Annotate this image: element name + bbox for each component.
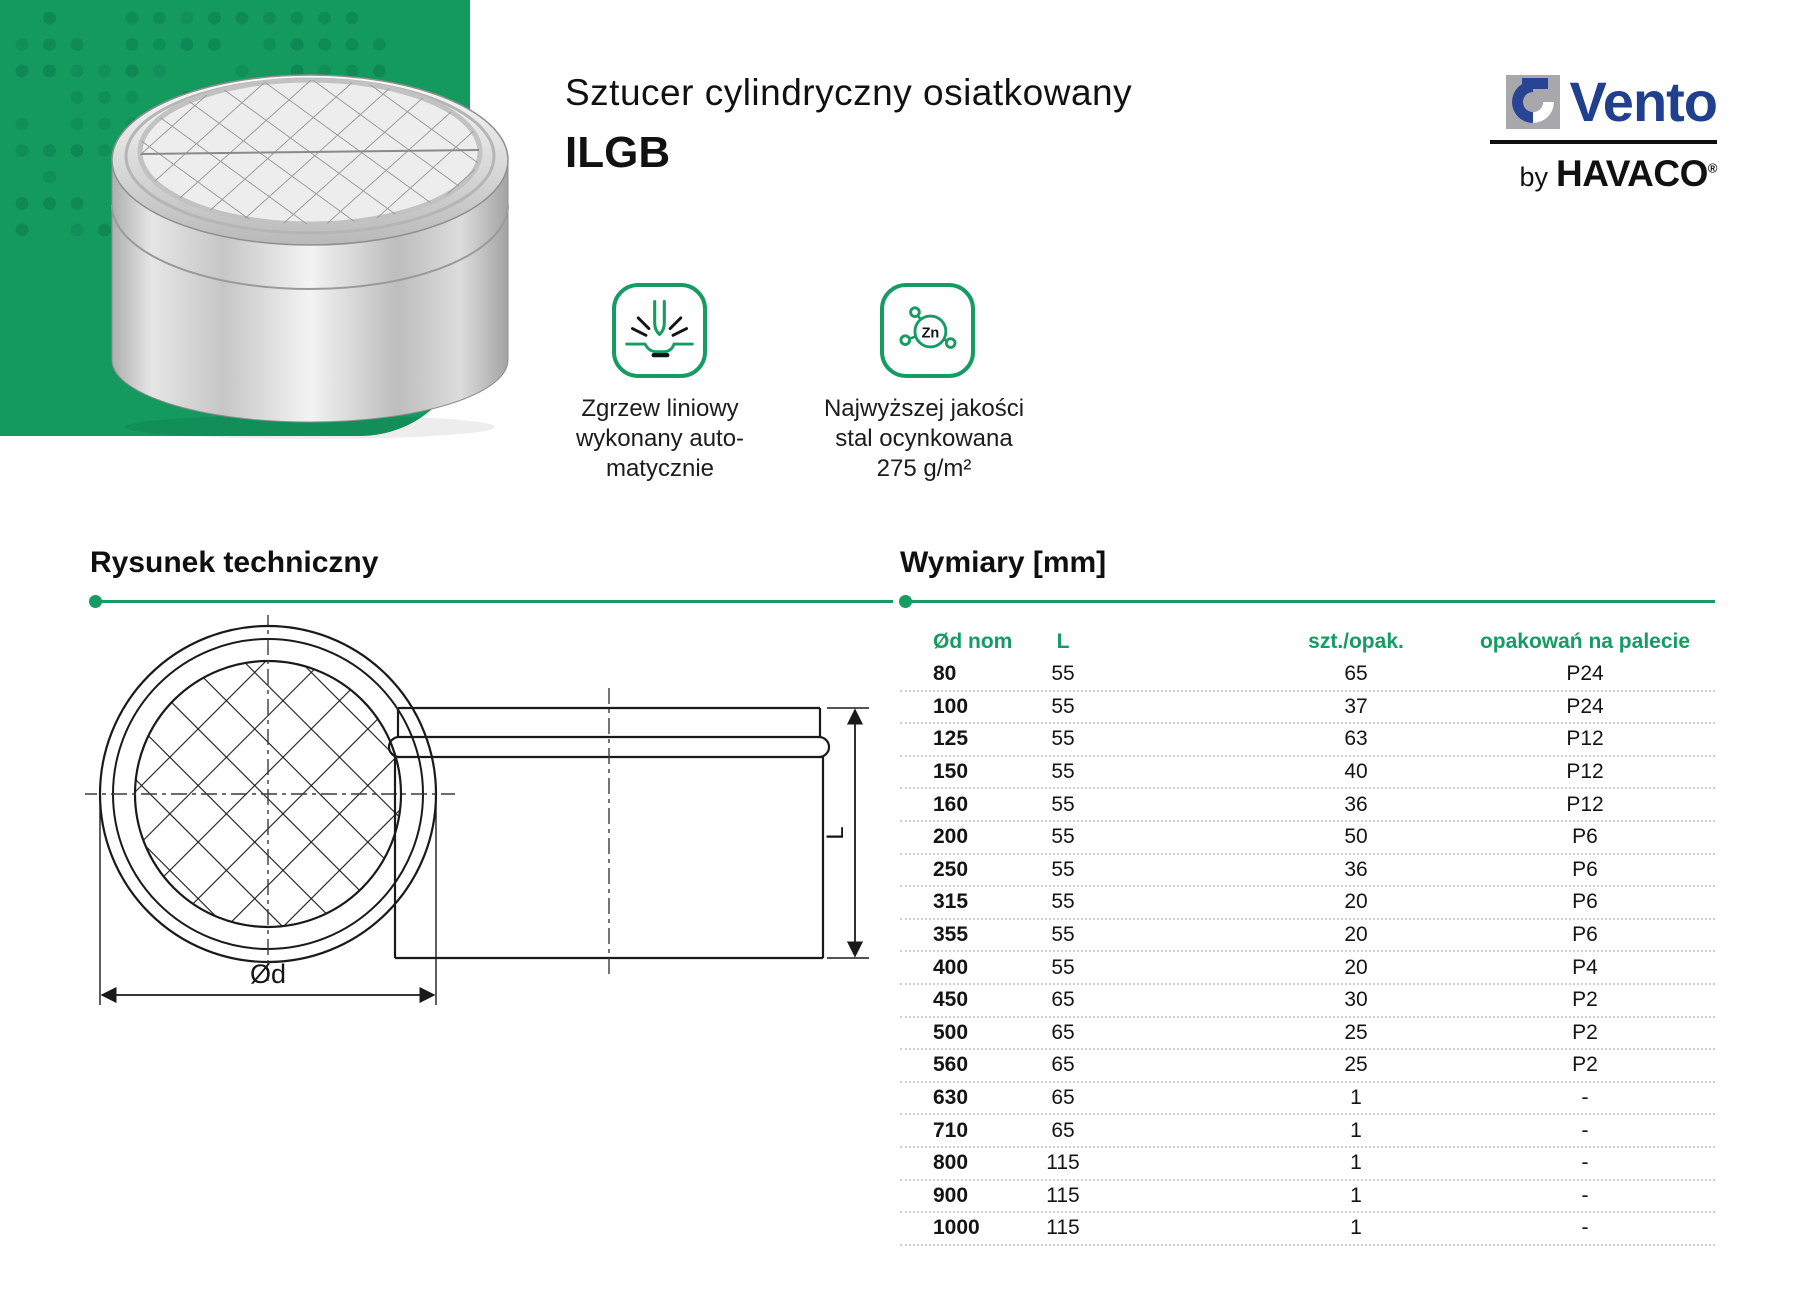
table-cell: 65 <box>1344 662 1368 686</box>
table-cell: 400 <box>933 955 969 979</box>
table-row <box>900 724 1715 757</box>
feature-zinc <box>880 283 975 378</box>
table-cell: 55 <box>1051 955 1075 979</box>
front-view <box>85 615 455 1005</box>
table-cell: - <box>1581 1216 1589 1240</box>
vento-logo-icon <box>1505 75 1561 129</box>
table-row <box>900 952 1715 985</box>
table-cell: 55 <box>1051 923 1075 947</box>
table-cell: 63 <box>1344 727 1368 751</box>
table-cell: 100 <box>933 694 969 718</box>
table-row <box>900 757 1715 790</box>
drawing-section-title: Rysunek techniczny <box>90 546 379 579</box>
feature-weld-text: Zgrzew liniowy wykonany auto- matycznie <box>575 395 745 482</box>
table-row <box>900 920 1715 953</box>
table-cell: 250 <box>933 857 969 881</box>
table-header-row <box>900 625 1715 659</box>
table-cell: 125 <box>933 727 969 751</box>
brand-company: HAVACO® <box>1556 153 1717 194</box>
table-cell: 800 <box>933 1151 969 1175</box>
table-cell: 36 <box>1344 792 1368 816</box>
table-row <box>900 1018 1715 1051</box>
table-cell: P2 <box>1572 988 1598 1012</box>
dimensions-section-rule <box>900 600 1715 603</box>
table-cell: 500 <box>933 1020 969 1044</box>
drawing-section-rule <box>90 600 893 603</box>
table-cell: P4 <box>1572 955 1598 979</box>
table-cell: 50 <box>1344 825 1368 849</box>
brand-divider <box>1490 140 1717 144</box>
table-row <box>900 1115 1715 1148</box>
table-cell: 55 <box>1051 857 1075 881</box>
table-cell: 65 <box>1051 1086 1075 1110</box>
table-cell: P6 <box>1572 825 1598 849</box>
brand-logo <box>1440 70 1717 195</box>
table-row <box>900 692 1715 725</box>
col-header-length: L <box>1056 630 1070 653</box>
dimensions-section-title: Wymiary [mm] <box>900 546 1107 579</box>
table-cell: - <box>1581 1151 1589 1175</box>
technical-drawing <box>85 615 885 1015</box>
table-row <box>900 789 1715 822</box>
table-cell: 200 <box>933 825 969 849</box>
table-cell: 150 <box>933 760 969 784</box>
table-row <box>900 887 1715 920</box>
feature-weld <box>612 283 707 378</box>
table-cell: P2 <box>1572 1020 1598 1044</box>
table-cell: 37 <box>1344 694 1368 718</box>
table-cell: P2 <box>1572 1053 1598 1077</box>
dimensions-table-body <box>900 659 1715 1246</box>
table-cell: 115 <box>1046 1216 1080 1240</box>
table-cell: 630 <box>933 1086 969 1110</box>
table-cell: P6 <box>1572 857 1598 881</box>
table-cell: 36 <box>1344 857 1368 881</box>
table-cell: 20 <box>1344 890 1368 914</box>
table-cell: 710 <box>933 1118 969 1142</box>
registered-mark: ® <box>1707 160 1717 176</box>
table-cell: 450 <box>933 988 969 1012</box>
table-cell: 65 <box>1051 1020 1075 1044</box>
brand-by-word: by <box>1519 162 1549 192</box>
table-row <box>900 659 1715 692</box>
weld-seam-icon <box>617 288 702 373</box>
table-cell: 20 <box>1344 923 1368 947</box>
table-cell: P6 <box>1572 923 1598 947</box>
table-cell: 315 <box>933 890 969 914</box>
table-row <box>900 855 1715 888</box>
table-cell: P12 <box>1566 760 1604 784</box>
table-cell: 55 <box>1051 890 1075 914</box>
table-cell: 65 <box>1051 1053 1075 1077</box>
table-cell: - <box>1581 1118 1589 1142</box>
feature-zinc-text: Najwyższej jakości stal ocynkowana 275 g/m² <box>823 395 1025 482</box>
table-cell: 115 <box>1046 1183 1080 1207</box>
table-cell: 80 <box>933 662 957 686</box>
table-cell: 900 <box>933 1183 969 1207</box>
table-row <box>900 1213 1715 1246</box>
table-cell: - <box>1581 1183 1589 1207</box>
table-cell: 1 <box>1350 1151 1362 1175</box>
table-cell: 30 <box>1344 988 1368 1012</box>
length-label: L <box>822 826 849 840</box>
brand-name: Vento <box>1569 70 1717 133</box>
table-cell: 560 <box>933 1053 969 1077</box>
table-row <box>900 1181 1715 1214</box>
table-cell: 55 <box>1051 760 1075 784</box>
table-cell: - <box>1581 1086 1589 1110</box>
table-cell: 55 <box>1051 727 1075 751</box>
table-cell: 55 <box>1051 792 1075 816</box>
table-cell: 1 <box>1350 1086 1362 1110</box>
dimensions-table <box>900 625 1715 1246</box>
table-cell: 355 <box>933 923 969 947</box>
table-cell: 1 <box>1350 1216 1362 1240</box>
table-row <box>900 985 1715 1018</box>
table-cell: P6 <box>1572 890 1598 914</box>
zn-symbol: Zn <box>921 325 940 342</box>
table-cell: 20 <box>1344 955 1368 979</box>
table-row <box>900 1083 1715 1116</box>
table-row <box>900 822 1715 855</box>
table-cell: P12 <box>1566 727 1604 751</box>
table-row <box>900 1148 1715 1181</box>
diameter-label: Ød <box>249 959 287 989</box>
table-cell: P24 <box>1566 662 1604 686</box>
col-header-diameter: Ød nom <box>933 630 1013 653</box>
table-cell: 55 <box>1051 825 1075 849</box>
table-cell: P12 <box>1566 792 1604 816</box>
side-view <box>389 688 869 979</box>
zinc-coating-icon <box>885 288 970 373</box>
product-photo <box>75 55 545 445</box>
table-cell: 1000 <box>933 1216 980 1240</box>
table-cell: 115 <box>1046 1151 1080 1175</box>
table-row <box>900 1050 1715 1083</box>
table-cell: 160 <box>933 792 969 816</box>
table-cell: 1 <box>1350 1118 1362 1142</box>
table-cell: 40 <box>1344 760 1368 784</box>
col-header-per-pallet: opakowań na palecie <box>1479 630 1691 653</box>
table-cell: 25 <box>1344 1020 1368 1044</box>
table-cell: 25 <box>1344 1053 1368 1077</box>
table-cell: 1 <box>1350 1183 1362 1207</box>
col-header-per-pack: szt./opak. <box>1308 630 1404 653</box>
table-cell: 65 <box>1051 1118 1075 1142</box>
table-cell: 65 <box>1051 988 1075 1012</box>
product-title: Sztucer cylindryczny osiatkowany <box>565 72 1133 113</box>
table-cell: 55 <box>1051 662 1075 686</box>
table-cell: P24 <box>1566 694 1604 718</box>
table-cell: 55 <box>1051 694 1075 718</box>
product-model: ILGB <box>565 128 671 177</box>
